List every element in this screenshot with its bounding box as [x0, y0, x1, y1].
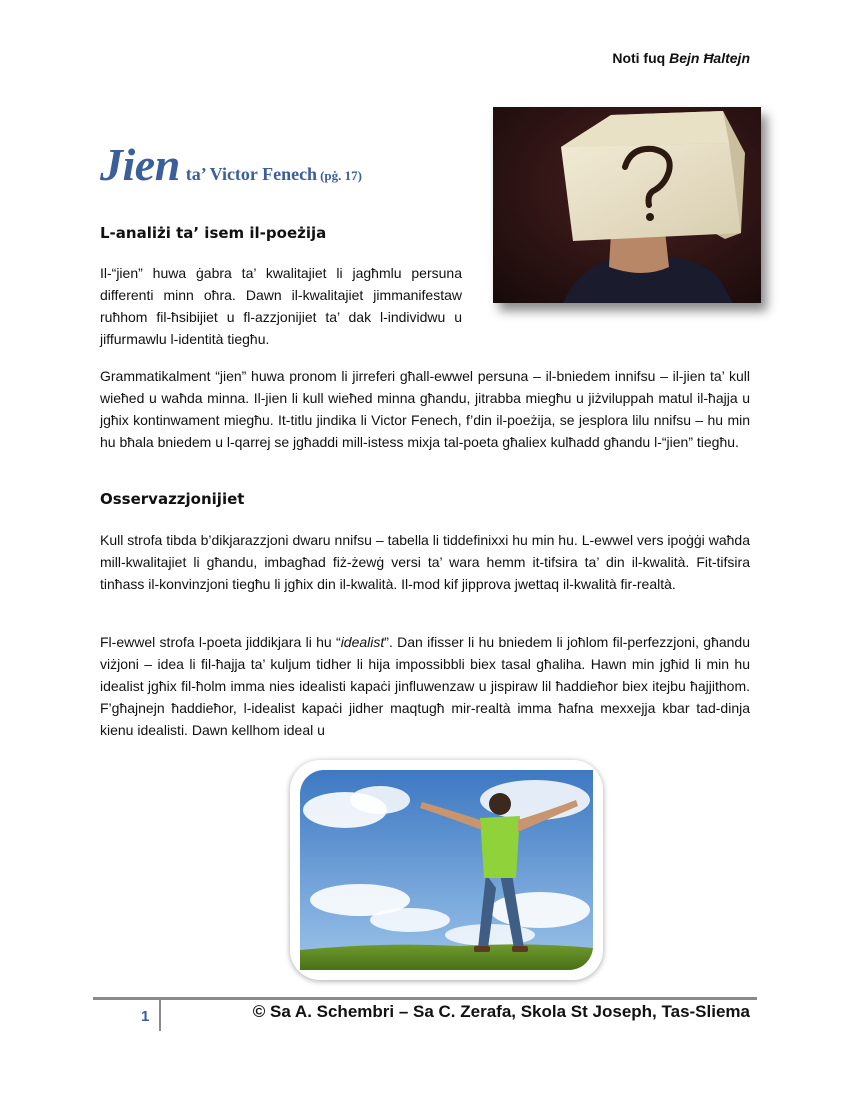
- page-number: 1: [141, 1008, 150, 1025]
- running-header-prefix: Noti fuq: [612, 50, 666, 66]
- man-arms-open-sky-photo: [290, 760, 603, 980]
- paragraph-stanza-structure: Kull strofa tibda b’dikjarazzjoni dwaru nnifsu – tabella li tiddefinixxi hu min hu. L-ewwel vers ipoġġi waħda mill-kwalitajiet li għandu, imbagħad fiż-żewġ versi ta’ wara hemm it-tifsira ta’ din il-kwalità. Fit-tifsira tinħass il-konvinzjoni tiegħu li jgħix din il-kwalità. Il-mod kif jipprova jwettaq il-kwalità fir-realtà.: [100, 532, 750, 592]
- box-head-question-mark-photo: [493, 107, 761, 303]
- paragraph-grammar: Grammatikalment “jien” huwa pronom li jirreferi għall-ewwel persuna – il-bniedem innifsu – il-jien ta’ kull wieħed u waħda minna. Il-jien li kull wieħed minna għandu, jitrabba miegħu u jiżviluppah matul il-ħajja u jgħix kontinwament miegħu. It-titlu jindika li Victor Fenech, f’din il-poeżija, se jesplora lilu nnifsu – hu min hu bħala bniedem u l-qarrej se jgħaddi mill-istess mixja tal-poeta għaliex kulħadd għandu l-“jien” tiegħu.: [100, 368, 750, 450]
- footer-credits: © Sa A. Schembri – Sa C. Zerafa, Skola St Joseph, Tas-Sliema: [252, 1002, 750, 1021]
- poem-page-reference: (pġ. 17): [320, 168, 362, 183]
- paragraph-idealist: [100, 631, 750, 741]
- poem-title: [100, 138, 460, 191]
- idealist-term: idealist: [340, 634, 385, 650]
- analysis-heading: L-analiżi ta’ isem il-poeżija: [100, 224, 327, 242]
- poem-author: ta’ Victor Fenech: [185, 164, 318, 184]
- poem-title-main: Jien: [100, 139, 180, 190]
- paragraph-idealist-intro: Fl-ewwel strofa l-poeta jiddikjara li hu “: [100, 634, 341, 650]
- observations-heading: Osservazzjonijiet: [100, 490, 245, 508]
- running-header: [612, 50, 750, 66]
- running-header-book-title: Bejn Ħaltejn: [669, 50, 750, 66]
- footer-rule: [93, 997, 757, 1000]
- paragraph-idealist-body: ”. Dan ifisser li hu bniedem li joħlom fil-perfezzjoni, għandu viżjoni – idea li fil-ħajja ta’ kuljum tidher li hija impossibbli biex tasal għaliha. Hawn min jgħid li min hu idealist jgħix fil-ħolm imma nies idealisti kapaċi jinfluwenzaw u jispiraw lil ħaddieħor biex itejbu ħajjithom. F’għajnejn ħaddieħor, l-idealist kapaċi jidher maqtugħ mir-realtà imma ħafna mexxejja kbar tad-dinja kienu idealisti. Dawn kellhom ideal u: [100, 634, 750, 738]
- footer-separator: [159, 999, 161, 1031]
- paragraph-identity-definition: Il-“jien” huwa ġabra ta’ kwalitajiet li jagħmlu persuna differenti minn oħra. Dawn il-kwalitajiet jimmanifestaw ruħhom fil-ħsibijiet u fl-azzjonijiet ta’ dak l-individwu u jiffurmawlu l-identità tiegħu.: [100, 265, 462, 347]
